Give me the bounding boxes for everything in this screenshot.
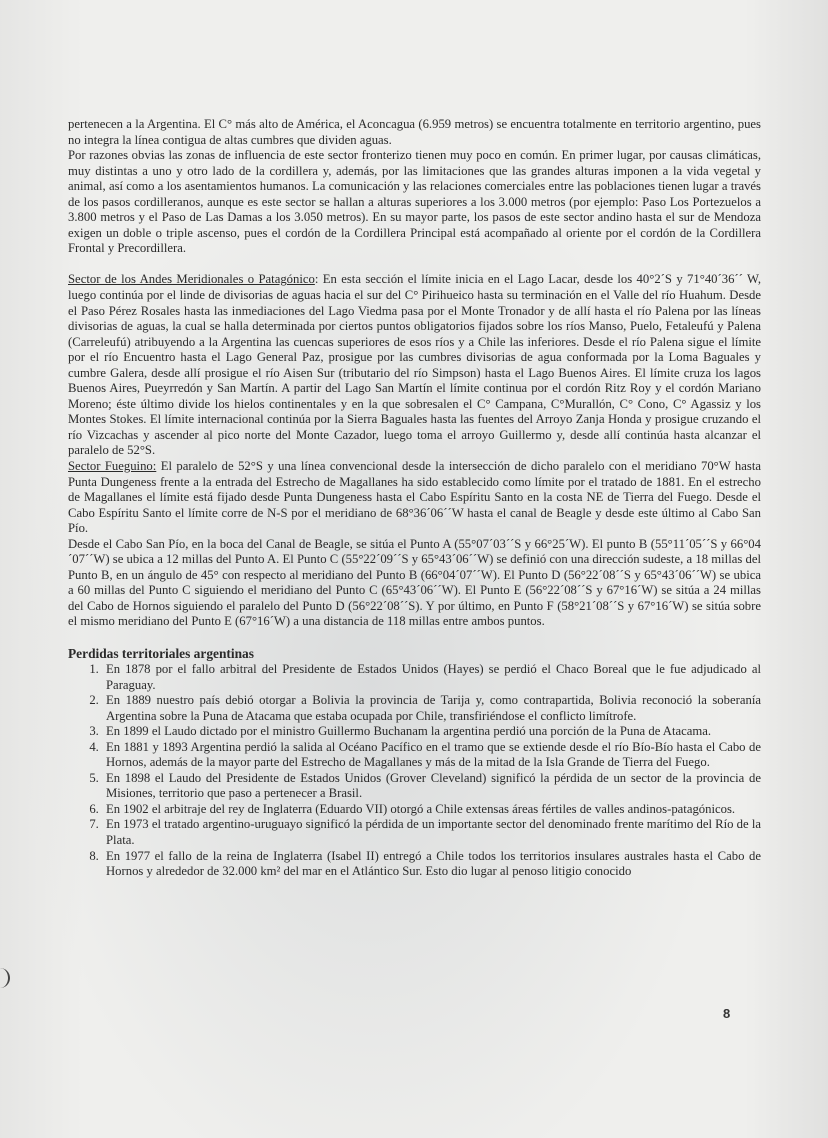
list-item: 6. En 1902 el arbitraje del rey de Inglaterra (Eduardo VII) otorgó a Chile extensas áreas fértiles de valles andinos-patagónicos. — [102, 802, 761, 818]
list-item: 1. En 1878 por el fallo arbitral del Presidente de Estados Unidos (Hayes) se perdió el Chaco Boreal que le fue adjudicado al Paraguay. — [102, 662, 761, 693]
section-title: Sector de los Andes Meridionales o Patagónico — [68, 272, 315, 287]
list-item: 2. En 1889 nuestro país debió otorgar a Bolivia la provincia de Tarija y, como contrapartida, Bolivia reconoció la soberanía Argentina sobre la Puna de Atacama que estaba ocupada por Chile, transfiriéndose el conflicto limítrofe. — [102, 693, 761, 724]
binding-mark — [0, 968, 10, 988]
paragraph: Por razones obvias las zonas de influencia de este sector fronterizo tienen muy poco en común. En primer lugar, por causas climáticas, muy distintas a uno y otro lado de la cordillera y, además, por las limitaciones que las grandes alturas imponen a la vida vegetal y animal, así como a los asentamientos humanos. La comunicación y las relaciones comerciales entre las poblaciones tienen lugar a través de los pasos cordilleranos, aunque es este sector se hallan a alturas superiores a los 3.000 metros (por ejemplo: Paso Los Portezuelos a 3.800 metros y el Paso de Las Damas a los 3.050 metros). En su mayor parte, los pasos de este sector andino hasta el sur de Mendoza exigen un doble o triple ascenso, pues el cordón de la Cordillera Principal está acompañado al oriente por el cordón de la Cordillera Frontal y Precordillera. — [68, 148, 761, 256]
perdidas-list — [68, 662, 761, 880]
list-item: 7. En 1973 el tratado argentino-uruguayo significó la pérdida de un importante sector del denominado frente marítimo del Río de la Plata. — [102, 817, 761, 848]
section-heading: Perdidas territoriales argentinas — [68, 646, 254, 661]
paragraph: pertenecen a la Argentina. El C° más alto de América, el Aconcagua (6.959 metros) se encuentra totalmente en territorio argentino, pues no integra la línea contigua de altas cumbres que dividen aguas. — [68, 117, 761, 147]
sector-fueguino-paragraph — [68, 459, 761, 537]
section-title: Sector Fueguino: — [68, 458, 157, 473]
sector-patagonico-paragraph — [68, 272, 761, 459]
list-item: 5. En 1898 el Laudo del Presidente de Estados Unidos (Grover Cleveland) significó la pérdida de un sector de la provincia de Misiones, territorio que paso a pertenecer a Brasil. — [102, 771, 761, 802]
puntos-paragraph: Desde el Cabo San Pío, en la boca del Canal de Beagle, se sitúa el Punto A (55°07´03´´S y 66°25´W). El punto B (55°11´05´´S y 66°04´07´´W) se ubica a 12 millas del Punto A. El Punto C (55°22´09´´S y 65°43´06´´W) se definió con una dirección sudeste, a 18 millas del Punto B, en un ángulo de 45° con respecto al meridiano del Punto B (66°04´07´´W). El Punto D (56°22´08´´S y 65°43´06´´W) se ubica a 60 millas del Punto C siguiendo el meridiano del Punto C (65°43´06´´W). El Punto E (56°22´08´´S y 67°16´W) se sitúa a 24 millas del Cabo de Hornos siguiendo el paralelo del Punto D (56°22´08´´S). Y por último, en Punto F (58°21´08´´S y 67°16´W) se sitúa sobre el mismo meridiano del Punto E (67°16´W) a una distancia de 118 millas entre ambos puntos. — [68, 536, 761, 629]
page-number: 8 — [723, 1006, 731, 1021]
document-page — [68, 117, 761, 880]
list-item: 8. En 1977 el fallo de la reina de Inglaterra (Isabel II) entregó a Chile todos los territorios insulares australes hasta el Cabo de Hornos y alrededor de 32.000 km² del mar en el Atlántico Sur. Esto dio lugar al penoso litigio conocido — [102, 849, 761, 880]
section-text: El paralelo de 52°S y una línea convencional desde la intersección de dicho paralelo con el meridiano 70°W hasta Punta Dungeness frente a la entrada del Estrecho de Magallanes ha sido establecido como límite por el tratado de 1881. En el estrecho de Magallanes el límite está fijado desde Punta Dungeness hasta el Cabo Espíritu Santo en la costa NE de Tierra del Fuego. Desde el Cabo Espíritu Santo el límite corre de N-S por el meridiano de 68°36´06´´W hasta el canal de Beagle y desde este último al Cabo San Pío. — [68, 458, 761, 536]
section-text: : En esta sección el límite inicia en el Lago Lacar, desde los 40°2´S y 71°40´36´´ W, luego continúa por el linde de divisorias de aguas hacia el sur del C° Pirihueico hasta su terminación en el Valle del río Huahum. Desde el Paso Pérez Rosales hasta las inmediaciones del Lago Viedma pasa por el Monte Tronador y de allí hasta el río Palena por las líneas divisorias de aguas, la cual se halla determinada por ciertos puntos obligatorios fijados sobre los ríos Manso, Puelo, Fetaleufú y Palena (Carreleufú) atribuyendo a la Argentina las cuencas superiores de esos ríos y a Chile las inferiores. Desde el río Palena sigue el límite por el río Encuentro hasta el Lago General Paz, prosigue por las cumbres divisorias de agua conformada por la Loma Baguales y cumbre Galera, desde allí prosigue el río Aisen Sur (tributario del río Simpson) hasta el Lago Buenos Aires. El límite cruza los lagos Buenos Aires, Pueyrredón y San Martín. A partir del Lago San Martín el límite continua por el cordón Ritz Roy y el cordón Mariano Moreno; éste último divide los hielos continentales y en la que sobresalen el C° Campana, C°Murallón, C° Cono, C° Agassiz y los Montes Stokes. El límite internacional continúa por la Sierra Baguales hasta las fuentes del Arroyo Zanja Honda y prosigue cruzando el río Vizcachas y ascender al pico norte del Monte Cazador, luego toma el arroyo Guillermo y, desde allí continúa hasta alcanzar el paralelo de 52°S. — [68, 272, 761, 458]
list-item: 3. En 1899 el Laudo dictado por el ministro Guillermo Buchanam la argentina perdió una porción de la Puna de Atacama. — [102, 724, 761, 740]
list-item: 4. En 1881 y 1893 Argentina perdió la salida al Océano Pacífico en el tramo que se extiende desde el río Bío-Bío hasta el Cabo de Hornos, además de la mayor parte del Estrecho de Magallanes y más de la mitad de la Isla Grande de Tierra del Fuego. — [102, 740, 761, 771]
